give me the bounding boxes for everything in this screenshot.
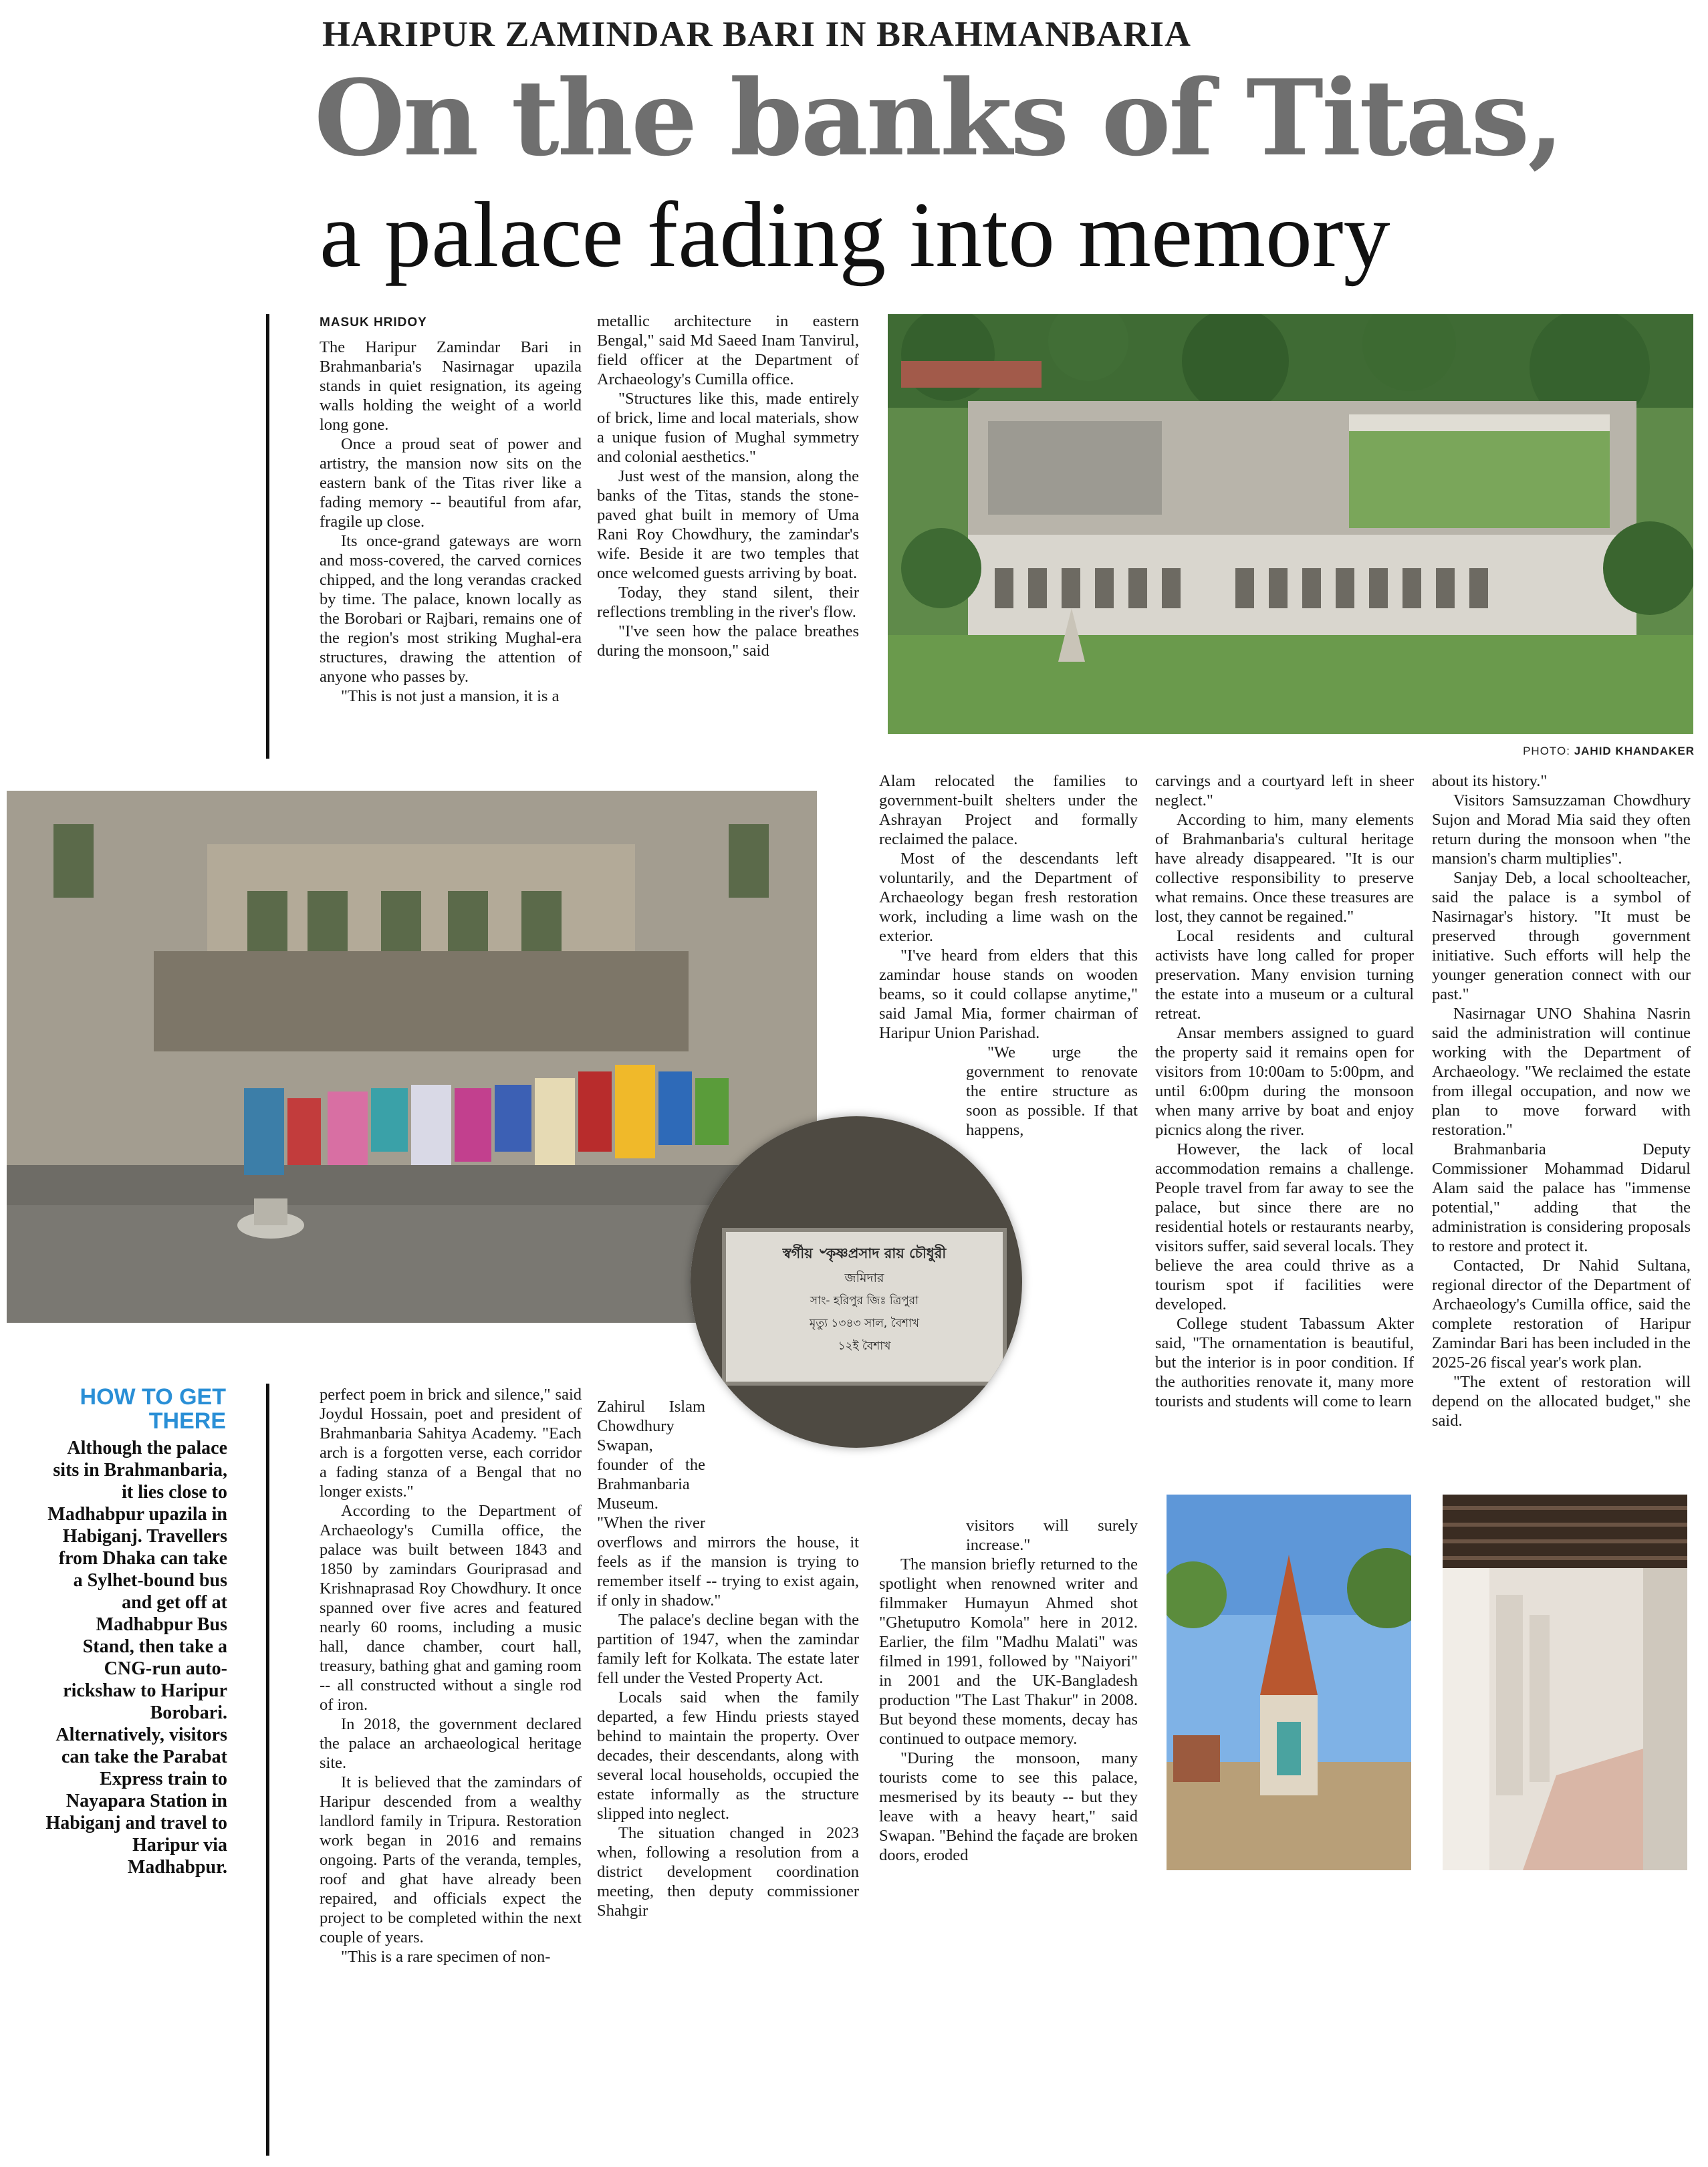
article-column-5-bottom: visitors will surely increase." The mansion briefly returned to the spotlight when renowned writer and filmmaker Humayun Ahmed shot "Ghetuputro Komola" here in 2012. Earlier, the film "Madhu Malati" was filmed in 1991, followed by "Naiyori" in 2001 and the UK-Bangladesh production "The Last Thakur" in 2008. But beyond these moments, decay has continued to outpace memory. "During the monsoon, many tourists come to see this palace, mesmerised by its beauty -- but they leave with a heavy heart," said Swapan. "Behind the façade are broken doors, eroded (879, 1517, 1138, 1864)
plaque-text: স্বর্গীয় ৺কৃষ্ণপ্রসাদ রায় চৌধুরী জমিদার সাং- হরিপুর জিঃ ত্রিপুরা মৃত্যু ১৩৪৩ সাল, বৈশাখ ১২ই বৈশাখ (782, 1245, 947, 1353)
article-column-6: carvings and a courtyard left in sheer neglect." According to him, many elements of Brahmanbaria's cultural heritage have already disappeared. "It is our collective responsibility to preserve what remains. Once these treasures are lost, they cannot be regained." Local residents and cultural activists have long called for proper preservation. Many envision turning the estate into a museum or a cultural retreat. Ansar members assigned to guard the property said it remains open for visitors from 10:00am to 5:00pm, and until 6:00pm during the monsoon when many arrive by boat and enjoy picnics along the river. However, the lack of local accommodation remains a challenge. People travel from far away to see the palace, but since there are no residential hotels or restaurants nearby, visitors suffer, said several locals. They believe the area could thrive as a tourism spot if facilities were developed. College student Tabassum Akter said, "The ornamentation is beautiful, but the interior is in poor condition. If the authorities renovate it, many more tourists and students will come to learn (1155, 772, 1414, 1410)
article-column-1: MASUK HRIDOY The Haripur Zamindar Bari in Brahmanbaria's Nasirnagar upazila stands in quiet resignation, its ageing walls holding the weight of a world long gone. Once a proud seat of power and artistry, the mansion now sits on the eastern bank of the Titas river like a fading memory -- beautiful from afar, fragile up close. Its once-grand gateways are worn and moss-covered, the carved cornices chipped, and the long verandas cracked by time. The palace, known locally as the Borobari or Rajbari, remains one of the region's most striking Mughal-era structures, drawing the attention of anyone who passes by. "This is not just a mansion, it is a (320, 313, 582, 706)
how-to-get-there-title: HOW TO GET THERE (80, 1384, 226, 1434)
corridor-photo (1443, 1495, 1687, 1870)
headline-line-2: a palace fading into memory (320, 183, 1390, 287)
temple-illustration (1167, 1495, 1411, 1870)
article-column-5-top: Alam relocated the families to government-built shelters under the Ashrayan Project and formally reclaimed the palace. Most of the descendants left voluntarily, and the Department of Archaeology began fresh restoration work, including a lime wash on the exterior. "I've heard from elders that this zamindar house stands on wooden beams, so it could collapse anytime," said Jamal Mia, former chairman of Haripur Union Parishad. "We urge the government to renovate the entire structure as soon as possible. If that happens, (879, 772, 1138, 1139)
photo-credit: PHOTO: JAHID KHANDAKER (1523, 745, 1695, 757)
circle-wrap-spacer (705, 1397, 859, 1524)
article-column-2: metallic architecture in eastern Bengal," said Md Saeed Inam Tanvirul, field officer at the Department of Archaeology's Cumilla office. "Structures like this, made entirely of brick, lime and local materials, show a unique fusion of Mughal symmetry and colonial aesthetics." Just west of the mansion, along the banks of the Titas, stands the stone-paved ghat built in memory of Uma Rani Roy Chowdhury, the zamindar's wife. Beside it are two temples that once welcomed guests arriving by boat. Today, they stand silent, their reflections trembling in the river's flow. "I've seen how the palace breathes during the monsoon," said (597, 312, 859, 660)
corridor-illustration (1443, 1495, 1687, 1870)
headline-line-1: On the banks of Titas, (314, 57, 1562, 179)
article-column-4: Zahirul Islam Chowdhury Swapan, founder of the Brahmanbaria Museum. "When the river overflows and mirrors the house, it feels as if the mansion is trying to remember itself -- trying to exist again, if only in shadow." The palace's decline began with the partition of 1947, when the zamindar family left for Kolkata. The estate later fell under the Vested Property Act. Locals said when the family departed, a few Hindu priests stayed behind to maintain the property. Over decades, their descendants, along with several local households, occupied the estate informally as the structure slipped into neglect. The situation changed in 2023 when, following a resolution from a district development coordination meeting, then deputy commissioner Shahgir (597, 1398, 859, 1920)
article-column-3: perfect poem in brick and silence," said Joydul Hossain, poet and president of Brahmanbaria Sahitya Academy. "Each arch is a forgotten verse, each corridor a fading stanza of a Bengal that no longer exists." According to the Department of Archaeology's Cumilla office, the palace was built between 1843 and 1850 by zamindars Gouriprasad and Krishnaprasad Roy Chowdhury. It once spanned over five acres and featured nearly 60 rooms, including a music hall, dance chamber, court hall, treasury, bathing ghat and gaming room -- all constructed without a single rod of iron. In 2018, the government declared the palace an archaeological heritage site. It is believed that the zamindars of Haripur descended from a wealthy landlord family in Tripura. Restoration work began in 2016 and remains ongoing. Parts of the veranda, temples, roof and ghat have already been repaired, and officials expect the project to be completed within the next couple of years. "This is a rare specimen of non- (320, 1386, 582, 1966)
aerial-palace-illustration (888, 314, 1693, 734)
aerial-palace-photo (888, 314, 1693, 734)
column-rule-top (266, 314, 269, 759)
article-column-7: about its history." Visitors Samsuzzaman Chowdhury Sujon and Morad Mia said they often return during the monsoon when "the mansion's charm multiplies". Sanjay Deb, a local schoolteacher, said the palace is a symbol of Nasirnagar's history. "It must be preserved through government initiative. Such efforts will help the younger generation connect with our past." Nasirnagar UNO Shahina Nasrin said the administration will continue working with the Department of Archaeology. "We reclaimed the estate from illegal occupation, and now we plan to move forward with restoration." Brahmanbaria Deputy Commissioner Mohammad Didarul Alam said the palace has "immense potential," adding that the administration is considering proposals to restore and protect it. Contacted, Dr Nahid Sultana, regional director of the Department of Archaeology's Cumilla office, said the complete restoration of Haripur Zamindar Bari has been included in the 2025-26 fiscal year's work plan. "The extent of restoration will depend on the allocated budget," she said. (1432, 772, 1691, 1430)
temple-photo (1167, 1495, 1411, 1870)
column-rule-bottom (266, 1384, 269, 2156)
kicker: HARIPUR ZAMINDAR BARI IN BRAHMANBARIA (322, 14, 1192, 54)
byline: MASUK HRIDOY (320, 315, 427, 330)
how-to-get-there-body: Although the palace sits in Brahmanbaria, it lies close to Madhabpur upazila in Habiganj. Travellers from Dhaka can take a Sylhet-bound bus and get off at Madhabpur Bus Stand, then take a CNG-run auto-rickshaw to Haripur Borobari. Alternatively, visitors can take the Parabat Express train to Nayapara Station in Habiganj and travel to Haripur via Madhabpur. (45, 1438, 227, 1878)
